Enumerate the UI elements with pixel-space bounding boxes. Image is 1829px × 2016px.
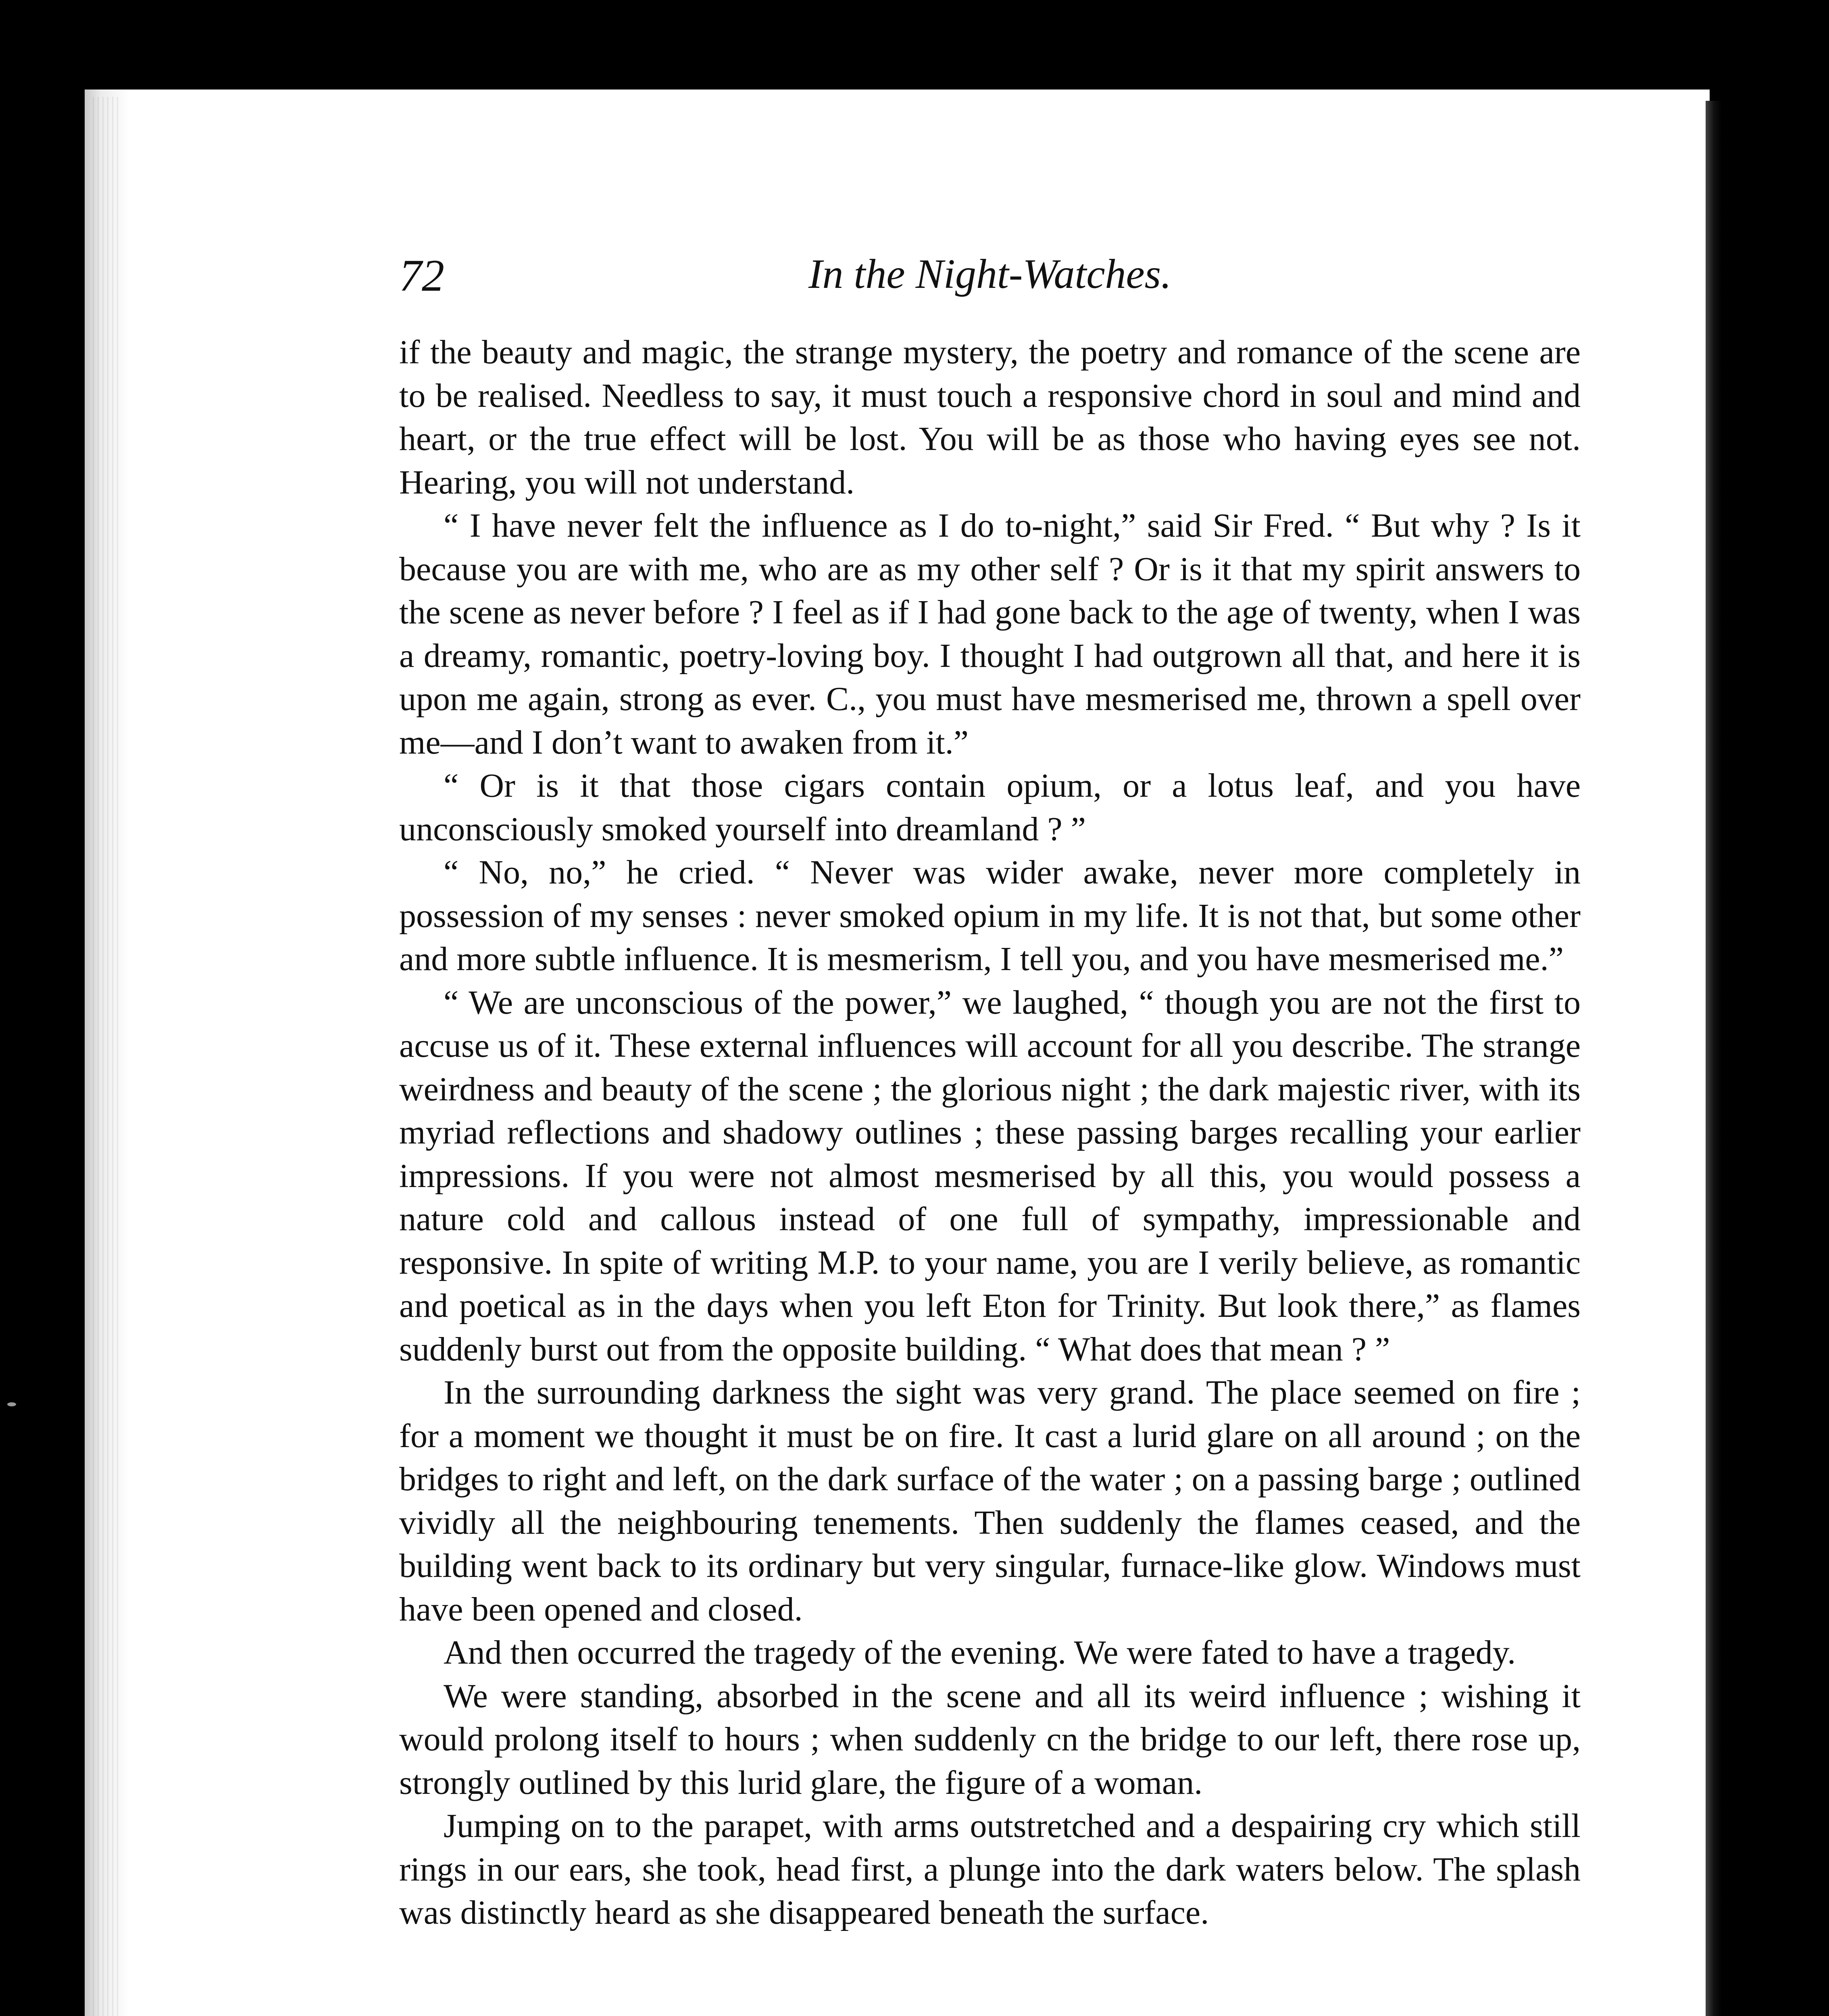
body-text (399, 331, 1581, 1935)
paragraph: Jumping on to the parapet, with arms outstretched and a despairing cry which still rings in our ears, she took, head first, a plunge into the dark waters below. The splash was distinctly heard as she disappeared beneath the surface. (399, 1807, 1581, 1931)
paragraph: “ We are unconscious of the power,” we laughed, “ though you are not the first to accuse us of it. These external influences will account for all you describe. The strange weirdness and beauty of the scene ; the glorious night ; the dark majestic river, with its myriad reflections and shadowy outlines ; these passing barges recalling your earlier impressions. If you were not almost mesmerised by all this, you would possess a nature cold and callous instead of one full of sympathy, impressionable and responsive. In spite of writing M.P. to your name, you are I verily believe, as romantic and poetical as in the days when you left Eton for Trinity. But look there,” as flames suddenly burst out from the opposite building. “ What does that mean ? ” (399, 983, 1581, 1368)
page-shadow-edge (1706, 101, 1722, 2016)
page-number: 72 (399, 251, 444, 301)
page-header (399, 250, 1581, 301)
paragraph: In the surrounding darkness the sight was very grand. The place seemed on fire ; for a moment we thought it must be on fire. It cast a lurid glare on all around ; on the bridges to right and left, on the dark surface of the water ; on a passing barge ; outlined vividly all the neighbouring tenements. Then suddenly the flames ceased, and the building went back to its ordinary but very singular, furnace-like glow. Windows must have been opened and closed. (399, 1374, 1581, 1628)
paragraph: And then occurred the tragedy of the evening. We were fated to have a tragedy. (444, 1634, 1516, 1671)
scan-speck (7, 1402, 16, 1406)
paragraph: “ I have never felt the influence as I do to-night,” said Sir Fred. “ But why ? Is it because you are with me, who are as my other self ? Or is it that my spirit answers to the scene as never before ? I feel as if I had gone back to the age of twenty, when I was a dreamy, romantic, poetry-loving boy. I thought I had outgrown all that, and here it is upon me again, strong as ever. C., you must have mesmerised me, thrown a spell over me—and I don’t want to awaken from it.” (399, 507, 1581, 761)
running-title: In the Night-Watches. (808, 251, 1172, 297)
paragraph: if the beauty and magic, the strange mystery, the poetry and romance of the scene are to be realised. Needless to say, it must touch a responsive chord in soul and mind and heart, or the true effect will be lost. You will be as those who having eyes see not. Hearing, you will not understand. (399, 333, 1581, 501)
paragraph: We were standing, absorbed in the scene and all its weird influence ; wishing it would prolong itself to hours ; when suddenly cn the bridge to our left, there rose up, strongly outlined by this lurid glare, the figure of a woman. (399, 1677, 1581, 1801)
paragraph: “ Or is it that those cigars contain opium, or a lotus leaf, and you have unconsciously smoked yourself into dreamland ? ” (399, 767, 1581, 848)
paragraph: “ No, no,” he cried. “ Never was wider awake, never more completely in possession of my senses : never smoked opium in my life. It is not that, but some other and more subtle influence. It is mesmerism, I tell you, and you have mesmerised me.” (399, 854, 1581, 978)
page-edge-lines (93, 97, 121, 2016)
